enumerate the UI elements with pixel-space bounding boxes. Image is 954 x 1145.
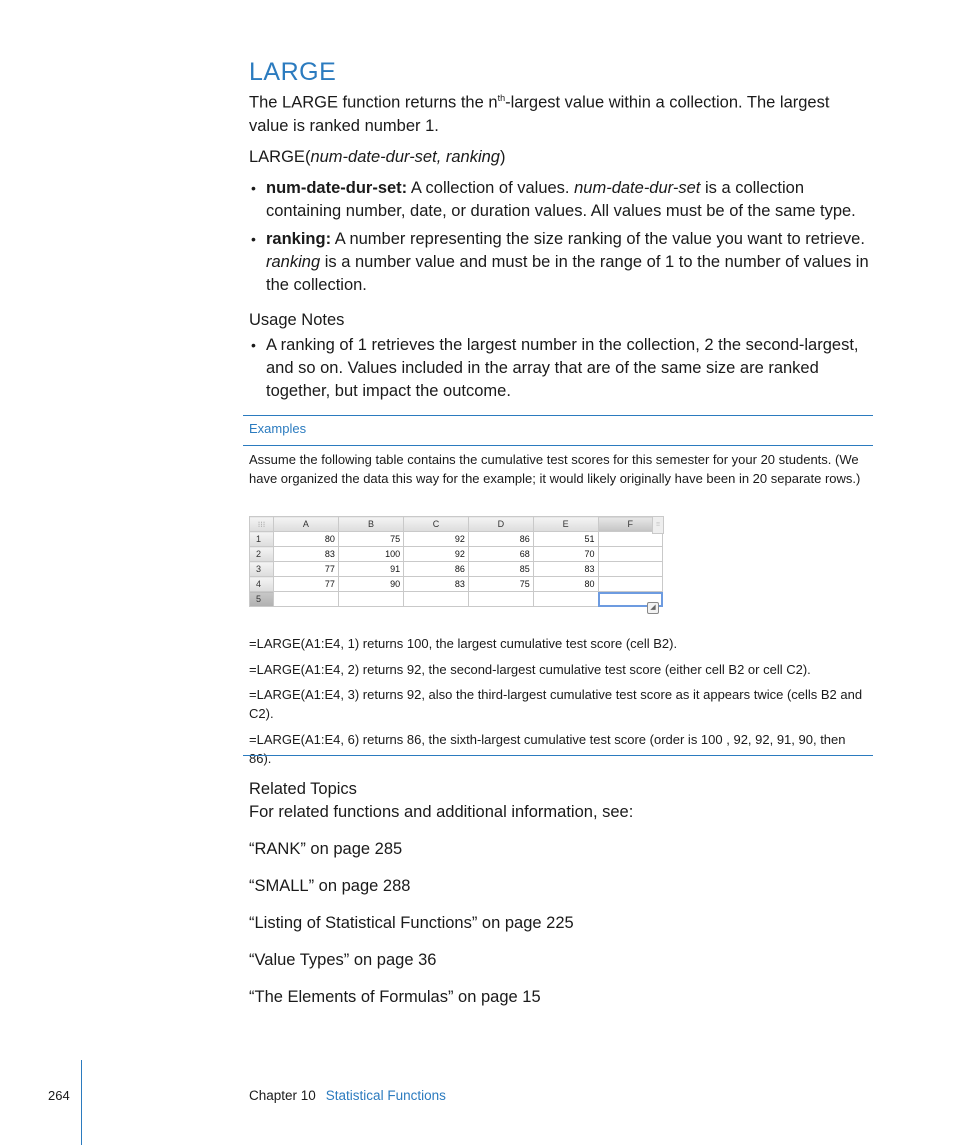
- intro-sup: th: [497, 93, 506, 103]
- syntax-open: (: [304, 148, 311, 166]
- footer-chapter: [249, 1088, 446, 1103]
- intro-pre: The LARGE function returns the n: [249, 93, 498, 112]
- related-link[interactable]: “The Elements of Formulas” on page 15: [249, 988, 541, 1006]
- syntax-args: num-date-dur-set, ranking: [310, 148, 500, 166]
- table-column-handle: ⁝⁝: [652, 516, 664, 534]
- examples-top-rule: [243, 415, 873, 416]
- column-header: B: [338, 517, 403, 532]
- table-cell: [404, 592, 469, 607]
- table-cell: 86: [404, 562, 469, 577]
- table-cell: [338, 592, 403, 607]
- resize-handle-icon: ◢: [647, 602, 659, 614]
- syntax-line: [249, 146, 505, 169]
- argument-list: [249, 177, 874, 302]
- argument-name: ranking:: [266, 230, 332, 248]
- table-cell: 83: [533, 562, 598, 577]
- table-row: [250, 577, 663, 592]
- usage-list: [249, 334, 874, 403]
- related-intro: For related functions and additional information, see:: [249, 803, 634, 821]
- table-cell: [598, 547, 662, 562]
- related-link[interactable]: “Listing of Statistical Functions” on page 225: [249, 914, 574, 932]
- page-title: LARGE: [249, 58, 337, 86]
- table-cell: 77: [274, 562, 339, 577]
- table-cell: 92: [404, 532, 469, 547]
- row-header: 1: [250, 532, 274, 547]
- table-cell: [274, 592, 339, 607]
- column-header: F: [598, 517, 662, 532]
- syntax-func: LARGE: [249, 148, 305, 166]
- table-cell: 68: [468, 547, 533, 562]
- table-cell: 92: [404, 547, 469, 562]
- examples-intro: Assume the following table contains the cumulative test scores for this semester for your 20 students. (We have organized the data this way for the example; it would likely originally have been in 20 separate rows.): [249, 452, 861, 486]
- related-topics-heading: Related Topics: [249, 780, 357, 798]
- example-line: =LARGE(A1:E4, 1) returns 100, the largest cumulative test score (cell B2).: [249, 636, 678, 651]
- related-link[interactable]: “RANK” on page 285: [249, 840, 403, 858]
- argument-item: [249, 228, 874, 297]
- example-line: =LARGE(A1:E4, 3) returns 92, also the third-largest cumulative test score as it appears twice (cells B2 and C2).: [249, 687, 863, 721]
- intro-post: -largest value within a collection. The largest value is ranked number 1.: [249, 93, 830, 135]
- chapter-label: Chapter 10: [249, 1088, 316, 1103]
- table-cell: 75: [338, 532, 403, 547]
- column-header: D: [468, 517, 533, 532]
- table-row: [250, 532, 663, 547]
- table-cell: 90: [338, 577, 403, 592]
- syntax-close: ): [499, 148, 506, 166]
- table-cell: 70: [533, 547, 598, 562]
- table-cell: 77: [274, 577, 339, 592]
- page-number: 264: [48, 1088, 70, 1103]
- argument-italic: num-date-dur-set: [574, 179, 701, 197]
- examples-heading-rule: [243, 445, 873, 446]
- table-row: [250, 547, 663, 562]
- table-cell: [598, 562, 662, 577]
- table-cell: 85: [468, 562, 533, 577]
- table-cell: 100: [338, 547, 403, 562]
- chapter-section-link[interactable]: Statistical Functions: [325, 1088, 446, 1103]
- argument-desc: A number representing the size ranking of the value you want to retrieve.: [331, 230, 865, 248]
- table-cell: 80: [274, 532, 339, 547]
- argument-desc: is a collection containing number, date, or duration values. All values must be of the same type.: [266, 179, 856, 220]
- argument-item: [249, 177, 874, 223]
- spreadsheet-table: [249, 516, 663, 618]
- usage-notes-heading: Usage Notes: [249, 311, 345, 329]
- table-cell: 51: [533, 532, 598, 547]
- example-line: =LARGE(A1:E4, 2) returns 92, the second-largest cumulative test score (either cell B2 or cell C2).: [249, 662, 811, 677]
- column-header: C: [404, 517, 469, 532]
- usage-item: • A ranking of 1 retrieves the largest number in the collection, 2 the second-largest, and so on. Values included in the array that are of the same size are ranked together, but impact the outcome.: [249, 334, 874, 403]
- column-header: A: [274, 517, 339, 532]
- examples-bottom-rule: [243, 755, 873, 756]
- argument-italic: ranking: [266, 253, 321, 271]
- table-row: [250, 562, 663, 577]
- argument-desc: is a number value and must be in the range of 1 to the number of values in the collection.: [266, 253, 869, 294]
- row-header: 4: [250, 577, 274, 592]
- related-link[interactable]: “Value Types” on page 36: [249, 951, 437, 969]
- table-cell: 91: [338, 562, 403, 577]
- column-header: E: [533, 517, 598, 532]
- argument-desc: A collection of values.: [407, 179, 575, 197]
- corner-cell: ⁝⁝⁝: [250, 517, 274, 532]
- row-header: 3: [250, 562, 274, 577]
- table-cell: 75: [468, 577, 533, 592]
- table-cell: 80: [533, 577, 598, 592]
- intro-paragraph: [249, 87, 869, 138]
- table-row: [250, 592, 663, 607]
- example-line: =LARGE(A1:E4, 6) returns 86, the sixth-largest cumulative test score (order is 100 , 92, 92, 91, 90, then 86).: [249, 732, 846, 766]
- header-row: [250, 517, 663, 532]
- row-header: 2: [250, 547, 274, 562]
- table-cell: [598, 577, 662, 592]
- related-link[interactable]: “SMALL” on page 288: [249, 877, 411, 895]
- table-cell: [468, 592, 533, 607]
- footer-divider: [81, 1060, 82, 1145]
- table-cell: 83: [404, 577, 469, 592]
- table-cell: 83: [274, 547, 339, 562]
- table-cell: [533, 592, 598, 607]
- argument-name: num-date-dur-set:: [266, 179, 408, 197]
- table-cell: 86: [468, 532, 533, 547]
- row-header: 5: [250, 592, 274, 607]
- examples-heading: Examples: [249, 421, 307, 436]
